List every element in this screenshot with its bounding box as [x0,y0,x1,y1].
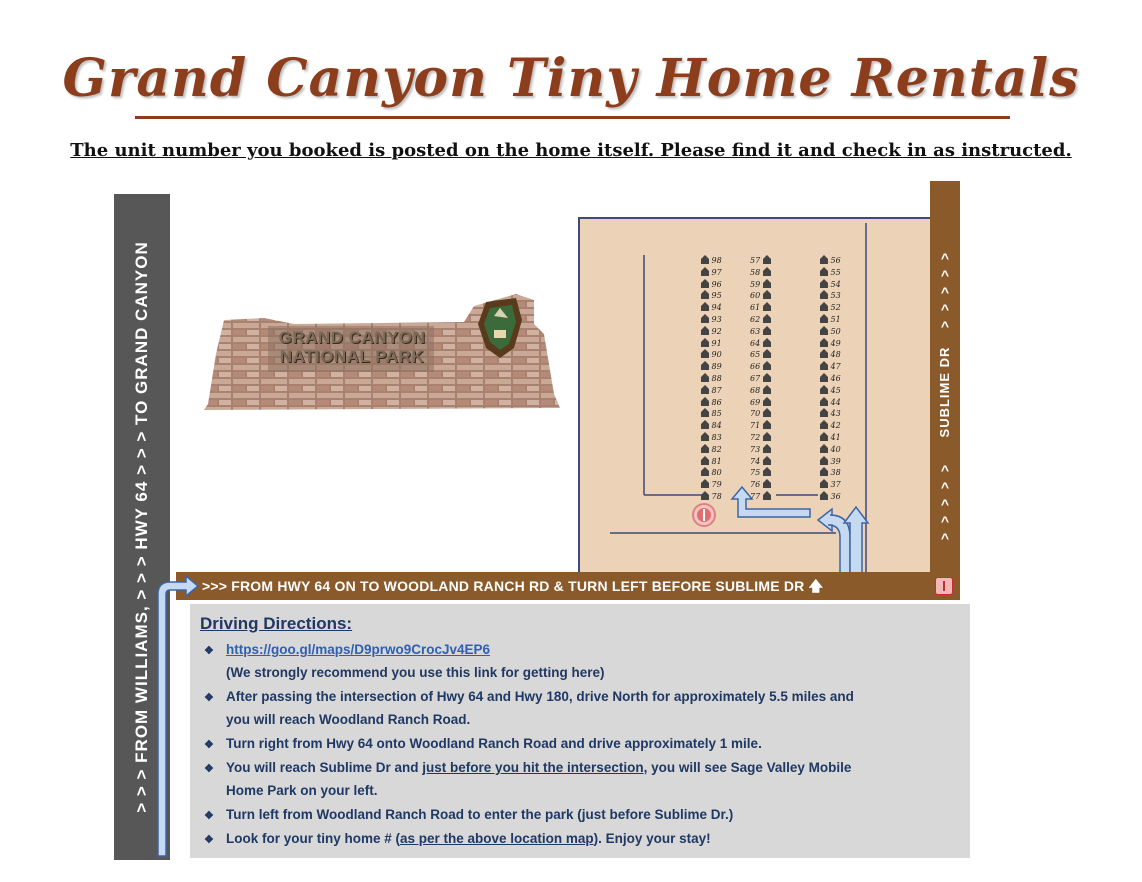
unit-46 [820,373,841,384]
directions-step-5: ❖ Look for your tiny home # (as per the above location map). Enjoy your stay! [204,831,711,846]
unit-75 [750,467,771,478]
unit-98 [701,255,722,266]
unit-76 [750,479,771,490]
house-icon [701,421,709,430]
house-icon [763,480,771,489]
house-icon [701,268,709,277]
house-icon [820,280,828,289]
house-icon [701,303,709,312]
google-maps-link[interactable]: https://goo.gl/maps/D9prwo9CrocJv4EP6 [226,642,491,657]
unit-number: 49 [830,338,841,348]
house-icon [820,339,828,348]
unit-67 [750,373,771,384]
unit-58 [750,267,771,278]
page-subtitle: The unit number you booked is posted on the home itself. Please find it and check in as instructed. [70,140,1072,161]
unit-number: 58 [750,267,761,277]
unit-90 [701,349,722,360]
directions-link-note: (We strongly recommend you use this link for getting here) [226,665,605,680]
unit-43 [820,408,841,419]
house-icon [820,492,828,501]
house-icon [820,362,828,371]
unit-number: 53 [830,291,841,301]
unit-number: 60 [750,291,761,301]
unit-42 [820,420,841,431]
unit-number: 85 [711,409,722,419]
house-icon [763,433,771,442]
directions-step-3: ❖ You will reach Sublime Dr and just before you hit the intersection, you will see Sage Valley Mobile [204,760,852,775]
house-icon [763,315,771,324]
house-icon [701,398,709,407]
up-arrow-icon: 🡅 [808,578,824,594]
unit-number: 36 [830,492,841,501]
house-icon [763,492,771,501]
unit-96 [701,279,722,290]
unit-number: 47 [830,362,841,372]
unit-64 [750,338,771,349]
unit-number: 42 [830,421,841,431]
unit-47 [820,361,841,372]
unit-number: 92 [711,326,722,336]
house-icon [701,433,709,442]
unit-number: 57 [750,256,761,265]
bullet-icon: ❖ [204,763,214,775]
house-icon [701,374,709,383]
unit-number: 67 [750,374,761,383]
house-icon [701,350,709,359]
woodland-ranch-road-label: >>> FROM HWY 64 ON TO WOODLAND RANCH RD & TURN LEFT BEFORE SUBLIME DR [202,578,805,594]
unit-number: 54 [830,279,841,289]
house-icon [820,398,828,407]
hwy-64-label: > > > FROM WILLIAMS, > > > HWY 64 > > > TO GRAND CANYON [132,241,151,813]
bullet-icon: ❖ [204,834,214,846]
house-icon [763,291,771,300]
house-icon [701,315,709,324]
unit-60 [750,290,771,301]
house-icon [820,445,828,454]
unit-number: 94 [711,303,722,313]
directions-step-4: ❖ Turn left from Woodland Ranch Road to enter the park (just before Sublime Dr.) [204,807,734,822]
woodland-ranch-road [176,572,960,600]
bullet-icon: ❖ [204,810,214,822]
unit-52 [820,302,841,313]
unit-number: 65 [750,350,761,360]
unit-72 [750,432,771,443]
house-icon [820,386,828,395]
unit-48 [820,349,841,360]
directions-step-3-cont: Home Park on your left. [226,783,378,798]
unit-number: 90 [711,350,722,360]
unit-79 [701,479,722,490]
unit-number: 81 [711,456,722,466]
house-icon [701,492,709,501]
stop-sign-icon [935,577,953,595]
unit-81 [701,456,722,467]
unit-number: 73 [750,444,761,454]
unit-number: 91 [711,338,722,348]
unit-number: 68 [750,385,761,395]
unit-number: 51 [830,315,841,324]
house-icon [763,268,771,277]
unit-87 [701,385,722,396]
unit-number: 45 [830,385,841,395]
house-icon [820,327,828,336]
house-icon [820,480,828,489]
unit-63 [750,326,771,337]
unit-55 [820,267,841,278]
house-icon [820,256,828,265]
sign-line-2: NATIONAL PARK [279,347,425,366]
bullet-icon: ❖ [204,739,214,751]
house-icon [763,421,771,430]
unit-97 [701,267,722,278]
unit-36 [820,491,841,502]
unit-number: 82 [711,444,722,454]
unit-62 [750,314,771,325]
house-icon [820,457,828,466]
house-icon [820,315,828,324]
house-icon [763,468,771,477]
unit-number: 37 [830,480,841,490]
unit-85 [701,408,722,419]
unit-71 [750,420,771,431]
directions-step-2: ❖ Turn right from Hwy 64 onto Woodland Ranch Road and drive approximately 1 mile. [204,736,762,751]
unit-number: 50 [830,326,841,336]
house-icon [763,409,771,418]
unit-number: 63 [750,326,761,336]
unit-78 [701,491,722,502]
unit-82 [701,444,722,455]
unit-41 [820,432,841,443]
unit-number: 75 [750,468,761,478]
bullet-icon: ❖ [204,645,214,657]
sublime-dr-arrows-top: ^ ^ ^ ^ ^ [940,250,950,334]
house-icon [701,445,709,454]
unit-89 [701,361,722,372]
unit-92 [701,326,722,337]
unit-number: 93 [711,315,722,324]
unit-51 [820,314,841,325]
house-icon [701,480,709,489]
unit-40 [820,444,841,455]
unit-66 [750,361,771,372]
unit-number: 43 [830,409,841,419]
bullet-icon: ❖ [204,692,214,704]
house-icon [820,468,828,477]
unit-54 [820,279,841,290]
unit-61 [750,302,771,313]
unit-93 [701,314,722,325]
house-icon [763,280,771,289]
house-icon [763,386,771,395]
directions-heading: Driving Directions: [200,614,353,633]
unit-number: 76 [750,480,761,490]
unit-number: 39 [830,456,841,466]
unit-number: 97 [711,267,722,277]
house-icon [820,350,828,359]
unit-44 [820,397,841,408]
house-icon [701,468,709,477]
unit-39 [820,456,841,467]
unit-number: 84 [711,421,722,431]
unit-number: 83 [711,433,722,442]
unit-number: 44 [830,397,841,407]
sublime-dr-label: SUBLIME DR [937,346,952,438]
unit-number: 59 [750,279,761,289]
unit-number: 98 [711,256,722,265]
house-icon [763,350,771,359]
house-icon [701,280,709,289]
unit-45 [820,385,841,396]
unit-49 [820,338,841,349]
unit-77 [750,491,771,502]
house-icon [763,256,771,265]
unit-56 [820,255,841,266]
house-icon [701,327,709,336]
unit-number: 46 [830,374,841,383]
unit-70 [750,408,771,419]
house-icon [701,339,709,348]
house-icon [820,421,828,430]
unit-number: 77 [750,492,761,501]
unit-50 [820,326,841,337]
sign-line-1: GRAND CANYON [278,328,426,347]
unit-57 [750,255,771,266]
house-icon [701,362,709,371]
unit-74 [750,456,771,467]
unit-number: 66 [750,362,761,372]
unit-number: 38 [830,468,841,478]
unit-number: 89 [711,362,722,372]
house-icon [763,374,771,383]
unit-number: 41 [830,433,841,442]
house-icon [820,268,828,277]
unit-65 [750,349,771,360]
unit-38 [820,467,841,478]
house-icon [820,303,828,312]
unit-94 [701,302,722,313]
title-underline [135,116,1010,119]
house-icon [701,256,709,265]
house-icon [701,457,709,466]
unit-number: 71 [750,421,761,431]
unit-86 [701,397,722,408]
unit-number: 69 [750,397,761,407]
house-icon [701,291,709,300]
house-icon [701,386,709,395]
unit-69 [750,397,771,408]
unit-number: 79 [711,480,722,490]
unit-84 [701,420,722,431]
unit-37 [820,479,841,490]
unit-number: 74 [750,456,761,466]
unit-number: 55 [830,267,841,277]
house-icon [763,362,771,371]
unit-number: 56 [830,256,841,265]
house-icon [763,457,771,466]
unit-number: 64 [750,338,761,348]
house-icon [820,433,828,442]
unit-number: 48 [830,350,841,360]
house-icon [763,327,771,336]
unit-number: 52 [830,303,841,313]
unit-95 [701,290,722,301]
house-icon [820,374,828,383]
unit-number: 62 [750,315,761,324]
unit-number: 78 [711,492,722,501]
house-icon [820,409,828,418]
unit-53 [820,290,841,301]
grand-canyon-sign-text [272,328,432,366]
unit-number: 87 [711,385,722,395]
house-icon [763,398,771,407]
unit-83 [701,432,722,443]
unit-73 [750,444,771,455]
unit-number: 70 [750,409,761,419]
unit-number: 72 [750,433,761,442]
unit-number: 40 [830,444,841,454]
house-icon [763,303,771,312]
unit-number: 86 [711,397,722,407]
unit-number: 95 [711,291,722,301]
unit-59 [750,279,771,290]
unit-91 [701,338,722,349]
house-icon [701,409,709,418]
directions-link-item [204,642,490,657]
house-icon [763,445,771,454]
sublime-dr-arrows-bottom: ^ ^ ^ ^ ^ [940,462,950,546]
house-icon [820,291,828,300]
unit-88 [701,373,722,384]
unit-80 [701,467,722,478]
unit-number: 80 [711,468,722,478]
unit-68 [750,385,771,396]
unit-number: 61 [750,303,761,313]
unit-number: 88 [711,374,722,383]
directions-step-1-cont: you will reach Woodland Ranch Road. [226,712,471,727]
page-title: Grand Canyon Tiny Home Rentals [62,48,1080,109]
unit-number: 96 [711,279,722,289]
house-icon [763,339,771,348]
directions-step-1: ❖ After passing the intersection of Hwy 64 and Hwy 180, drive North for approximately 5.5 miles and [204,689,854,704]
